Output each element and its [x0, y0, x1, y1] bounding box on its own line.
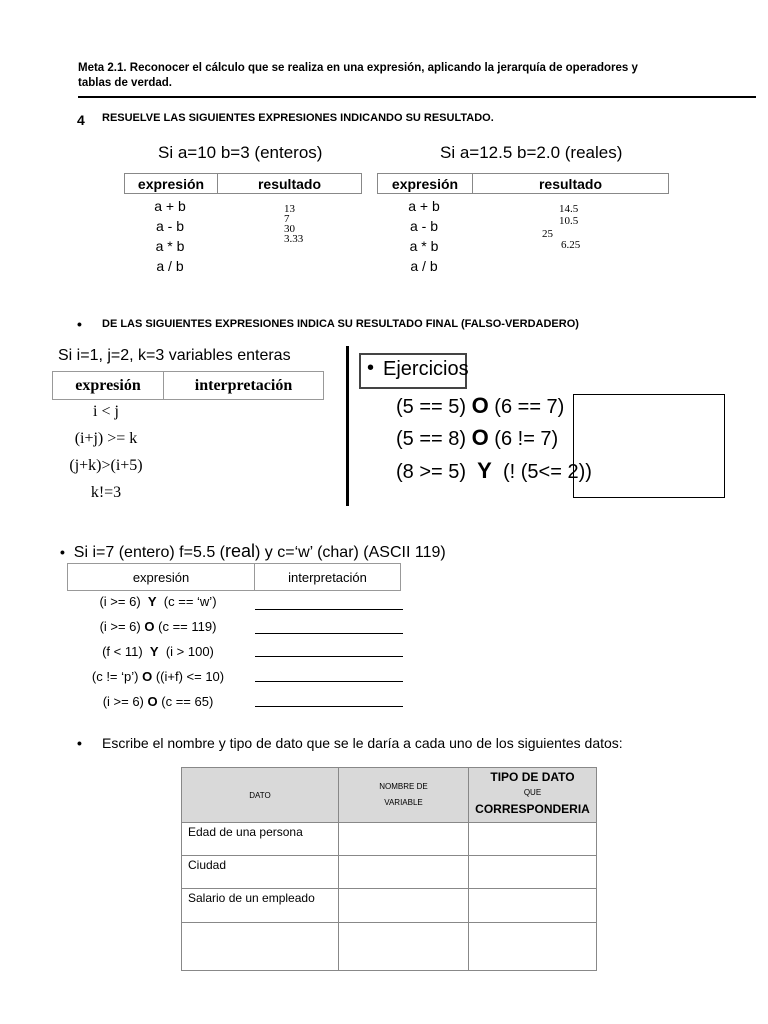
section2-col-interpretacion: interpretación	[164, 372, 324, 400]
row-empty-tipo-cell[interactable]	[469, 923, 597, 971]
right-expression-table	[377, 173, 669, 194]
ejercicio-1	[396, 393, 564, 419]
row-dato-empty[interactable]	[182, 923, 339, 971]
ej1-left: (5 == 5)	[396, 396, 467, 418]
right-expr-2: a - b	[409, 218, 438, 234]
col-nombre-variable	[339, 768, 469, 823]
s3-r5-a: (i >= 6)	[102, 694, 144, 709]
section3-caption-real: real	[224, 541, 255, 561]
col-tipo-line3: CORRESPONDERIA	[475, 802, 590, 816]
section4-bullet: •	[77, 735, 82, 751]
s3-r3-b: (i > 100)	[165, 644, 214, 659]
left-expression-table	[124, 173, 362, 194]
s3-answer-line-3[interactable]	[255, 656, 403, 657]
ej2-right: (6 != 7)	[494, 428, 559, 450]
s3-r1-a: (i >= 6)	[99, 594, 141, 609]
table-row	[182, 856, 597, 889]
table-row	[182, 889, 597, 923]
row-dato-ciudad: Ciudad	[182, 856, 339, 889]
section2-expressions	[52, 398, 160, 506]
left-expr-1: a + b	[154, 198, 186, 214]
table-row	[182, 923, 597, 971]
s3-r2-b: (c == 119)	[158, 619, 217, 634]
section2-caption: Si i=1, j=2, k=3 variables enteras	[58, 347, 291, 364]
s2-expr-2: (i+j) >= k	[74, 430, 138, 447]
s3-row-2	[70, 619, 246, 634]
left-answer-3: 30	[284, 223, 295, 235]
section1-heading: RESUELVE LAS SIGUIENTES EXPRESIONES INDICANDO SU RESULTADO.	[102, 112, 494, 124]
ej1-right: (6 == 7)	[494, 396, 565, 418]
ej3-right: (! (5<= 2))	[502, 461, 592, 483]
s3-r5-b: (c == 65)	[161, 694, 214, 709]
row-edad-nombre-cell[interactable]	[339, 823, 469, 856]
section2-table	[52, 371, 324, 400]
row-dato-salario: Salario de un empleado	[182, 889, 339, 923]
right-col-resultado: resultado	[473, 174, 669, 194]
left-answer-2: 7	[284, 213, 290, 225]
row-ciudad-tipo-cell[interactable]	[469, 856, 597, 889]
right-answer-2: 10.5	[559, 215, 579, 227]
col-tipo-line2: QUE	[523, 788, 542, 797]
right-expr-1: a + b	[408, 198, 440, 214]
goal-statement	[78, 61, 698, 91]
header-divider	[78, 96, 756, 98]
col-nombre-line2: VARIABLE	[384, 798, 423, 807]
row-salario-nombre-cell[interactable]	[339, 889, 469, 923]
ej3-op: Y	[477, 458, 492, 483]
s3-r5-op: O	[147, 694, 158, 709]
s3-r2-a: (i >= 6)	[99, 619, 141, 634]
left-col-expresion: expresión	[125, 174, 218, 194]
section3-col-expresion: expresión	[68, 564, 255, 591]
section3-caption-pre: Si i=7 (entero) f=5.5 (	[73, 544, 225, 561]
goal-line-1: Meta 2.1. Reconocer el cálculo que se realiza en una expresión, aplicando la jerarquía de operadores y	[78, 62, 638, 74]
ej3-left: (8 >= 5)	[396, 461, 467, 483]
section2-heading: DE LAS SIGUIENTES EXPRESIONES INDICA SU RESULTADO FINAL (FALSO-VERDADERO)	[102, 318, 579, 330]
left-answers	[284, 204, 303, 244]
section3-col-interpretacion: interpretación	[255, 564, 401, 591]
right-answer-1: 14.5	[559, 203, 579, 215]
s3-answer-line-4[interactable]	[255, 681, 403, 682]
s2-expr-1: i < j	[93, 403, 119, 420]
answer-box[interactable]	[573, 394, 725, 498]
left-expressions	[124, 196, 216, 276]
data-type-table	[181, 767, 597, 971]
right-answer-3: 25	[542, 228, 553, 240]
row-edad-tipo-cell[interactable]	[469, 823, 597, 856]
left-expr-2: a - b	[155, 218, 184, 234]
s3-r4-b: ((i+f) <= 10)	[155, 669, 225, 684]
ejercicio-2	[396, 425, 558, 451]
ejercicio-3	[396, 458, 592, 484]
ej2-left: (5 == 8)	[396, 428, 467, 450]
s3-answer-line-2[interactable]	[255, 633, 403, 634]
left-col-resultado: resultado	[218, 174, 362, 194]
right-col-expresion: expresión	[378, 174, 473, 194]
row-ciudad-nombre-cell[interactable]	[339, 856, 469, 889]
s3-answer-line-5[interactable]	[255, 706, 403, 707]
section3-caption-post: ) y c=‘w’ (char) (ASCII 119)	[255, 544, 446, 561]
row-salario-tipo-cell[interactable]	[469, 889, 597, 923]
col-tipo-dato	[469, 768, 597, 823]
ejercicios-title: Ejercicios	[383, 358, 469, 380]
s3-row-4	[70, 669, 246, 684]
s3-row-5	[70, 694, 246, 709]
ejercicios-bullet: •	[367, 357, 375, 379]
s2-expr-4: k!=3	[90, 484, 122, 501]
section3-table	[67, 563, 401, 591]
goal-line-2: tablas de verdad.	[78, 77, 172, 89]
col-dato: DATO	[182, 768, 339, 823]
left-answer-4: 3.33	[284, 233, 304, 245]
s3-r3-a: (f < 11)	[102, 644, 143, 659]
left-table-caption: Si a=10 b=3 (enteros)	[158, 143, 323, 162]
section3-bullet: •	[60, 544, 65, 560]
row-empty-nombre-cell[interactable]	[339, 923, 469, 971]
right-expressions	[377, 196, 471, 276]
section1-bullet: 4	[77, 112, 85, 128]
right-expr-3: a * b	[409, 238, 439, 254]
left-answer-1: 13	[284, 203, 295, 215]
ej2-op: O	[471, 425, 489, 450]
section2-col-expresion: expresión	[53, 372, 164, 400]
right-table-caption: Si a=12.5 b=2.0 (reales)	[440, 143, 623, 162]
s3-row-1	[70, 594, 246, 609]
row-dato-edad: Edad de una persona	[182, 823, 339, 856]
s3-row-3	[70, 644, 246, 659]
s3-r2-op: O	[144, 619, 155, 634]
section3-caption	[60, 541, 446, 562]
right-answer-4: 6.25	[561, 239, 581, 251]
section2-bullet: •	[77, 316, 82, 332]
left-expr-4: a / b	[156, 258, 184, 274]
col-tipo-line1: TIPO DE DATO	[490, 770, 575, 784]
left-expr-3: a * b	[155, 238, 185, 254]
s3-answer-line-1[interactable]	[255, 609, 403, 610]
s2-expr-3: (j+k)>(i+5)	[69, 457, 143, 474]
s3-r4-a: (c != ‘p’)	[91, 669, 139, 684]
s3-r1-b: (c == ‘w’)	[163, 594, 217, 609]
col-nombre-line1: NOMBRE DE	[379, 782, 428, 791]
table-row	[182, 823, 597, 856]
ejercicios-box	[359, 353, 467, 389]
right-expr-4: a / b	[410, 258, 438, 274]
s3-r1-op: Y	[147, 594, 157, 609]
ej1-op: O	[471, 393, 489, 418]
s3-r3-op: Y	[149, 644, 159, 659]
section2-separator	[346, 346, 349, 506]
section4-heading: Escribe el nombre y tipo de dato que se le daría a cada uno de los siguientes datos:	[102, 735, 623, 751]
s3-r4-op: O	[142, 669, 153, 684]
